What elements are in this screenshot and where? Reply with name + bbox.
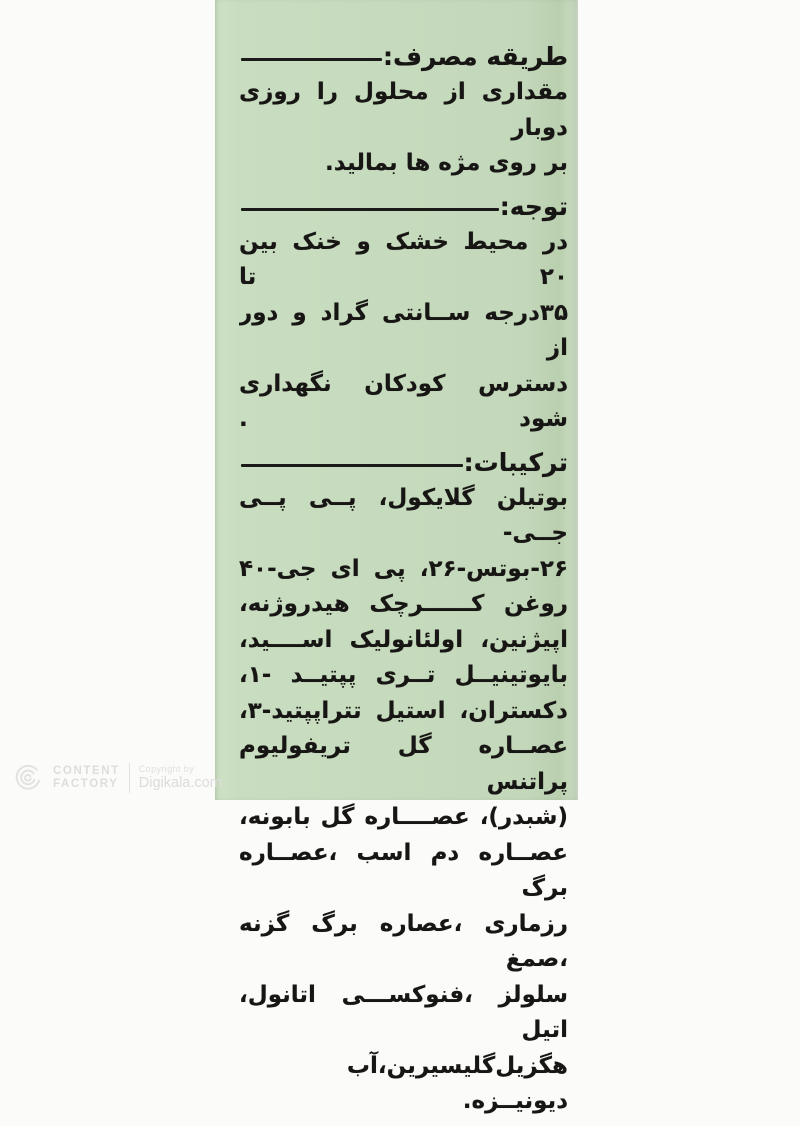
watermark	[13, 762, 222, 793]
section-heading-rule	[241, 464, 463, 467]
section-header	[239, 38, 568, 75]
text-line: ۲۶-بوتس-۲۶، پی ای جی-۴۰	[239, 555, 568, 582]
text-line: اپیژنین، اولئانولیک اســــید،	[239, 626, 568, 653]
watermark-copyright-label: Copyright by	[138, 764, 195, 774]
watermark-divider	[129, 763, 130, 793]
package-side-panel	[215, 0, 578, 1114]
text-line: رزماری ،عصاره برگ گزنه ،صمغ	[239, 910, 568, 972]
watermark-brand-line2: FACTORY	[53, 777, 119, 790]
text-line: در محیط خشک و خنک بین ۲۰ تا	[239, 228, 568, 290]
watermark-brand-line1: CONTENT	[53, 764, 120, 777]
text-line: ۳۵درجه ســانتی گراد و دور از	[239, 299, 568, 361]
section-heading-rule	[241, 208, 499, 211]
text-line: روغن کــــــرچک هیدروژنه،	[239, 591, 568, 617]
text-line: بوتیلن گلایکول، پــی پــی جــی-	[239, 484, 568, 546]
section-heading-rule	[241, 58, 382, 61]
section	[239, 188, 568, 438]
text-line: بایوتینیــل تــری پپتیــد -۱،	[239, 662, 568, 688]
text-line: دسترس کودکان نگهداری شود .	[239, 370, 568, 432]
text-line: عصــاره دم اسب ،عصــاره برگ	[239, 839, 568, 901]
watermark-site: Digikala.com	[138, 775, 222, 791]
watermark-copyright	[139, 763, 222, 792]
text-line: دکستران، استیل تتراپپتید-۳،	[239, 697, 568, 724]
text-line: مقداری از محلول را روزی دوبار	[239, 79, 568, 141]
section-lines	[239, 225, 568, 438]
section	[239, 444, 568, 1120]
section-heading-label: طریقه مصرف:	[382, 42, 568, 71]
section-lines	[239, 481, 568, 1120]
text-line: (شبدر)، عصــــاره گل بابونه،	[239, 804, 568, 830]
text-line: هگزیل‌گلیسیرین،آب دیونیــزه.	[346, 1052, 568, 1114]
section	[239, 38, 568, 182]
section-header	[239, 444, 568, 481]
watermark-brand	[53, 765, 120, 791]
text-line: عصــاره گل تریفولیوم پراتنس	[239, 733, 568, 795]
section-header	[239, 188, 568, 225]
section-lines	[239, 75, 568, 182]
text-line: سلولز ،فنوکســـی اتانول، اتیل	[239, 981, 568, 1043]
section-heading-label: ترکیبات:	[463, 447, 568, 477]
panel-sections	[239, 38, 568, 1126]
section-heading-label: توجه:	[499, 191, 568, 221]
content-factory-logo-icon	[13, 762, 44, 793]
text-line: بر روی مژه ها بمالید.	[324, 150, 568, 176]
